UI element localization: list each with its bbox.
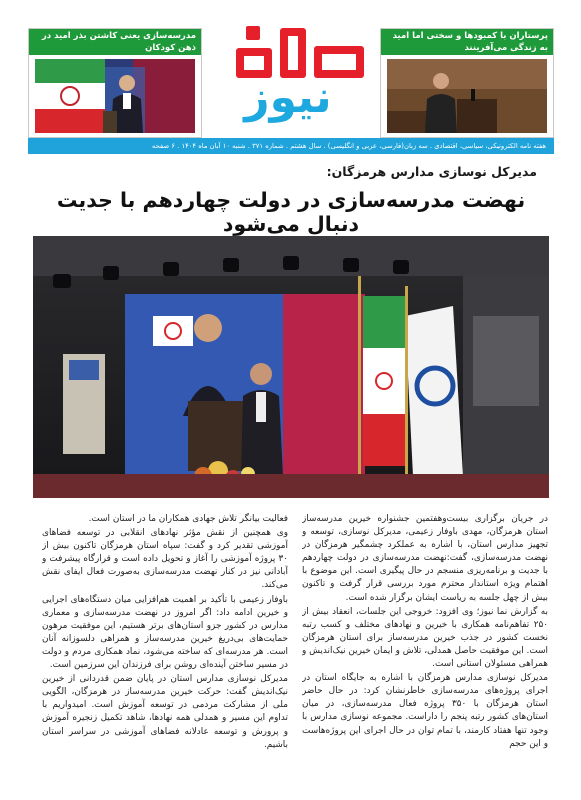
- promo-headline-left: مدرسه‌سازی یعنی کاشتن بذر امید در ذهن کودکان: [29, 29, 201, 55]
- article-kicker: مدیرکل نوسازی مدارس هرمزگان:: [326, 164, 537, 179]
- paragraph: مدیرکل نوسازی مدارس استان در پایان ضمن قدردانی از خیرین نیک‌اندیش گفت: حرکت خیرین مدرسه‌ساز در هرمزگان، الگویی ملی از مشارکت مردمی در توسعه آموزش است. امیدواریم با تداوم این مسیر و همدلی همه نهادها، شاهد تکمیل زنجیره آموزش و پرورش و توسعه عادلانه فضاهای آموزشی در سراسر استان باشیم.: [42, 674, 288, 750]
- paragraph: فعالیت بیانگر تلاش جهادی همکاران ما در استان است.: [88, 514, 288, 524]
- article-headline[interactable]: نهضت مدرسه‌سازی در دولت چهاردهم با جدیت دنبال می‌شود: [56, 188, 526, 236]
- article-photo: [33, 236, 549, 498]
- promo-box-left[interactable]: [28, 28, 202, 138]
- promo-box-right[interactable]: [380, 28, 554, 138]
- paragraph: به گزارش نما نیوز؛ وی افزود: خروجی این جلسات، انعقاد بیش از ۲۵۰ تفاهم‌نامه همکاری با خیرین و نهادهای مختلف و کسب رتبه نخست کشور در جذب خیرین مدرسه‌ساز برای استان هرمزگان است. این موفقیت حاصل همدلی، تلاش و ایمان خیرین نیک‌اندیش و همراهی مسئولان استانی است.: [302, 606, 548, 670]
- logo-text: نیوز: [244, 72, 332, 123]
- brand-logo[interactable]: [198, 22, 378, 122]
- paragraph: مدیرکل نوسازی مدارس هرمزگان با اشاره به جایگاه استان در اجرای پروژه‌های مدرسه‌سازی خاطرنشان کرد: در حال حاضر استان هرمزگان با ۳۵۰ پروژه فعال مدرسه‌سازی، در میان استان‌های کشور رتبه پنجم را داراست. مجموعه نوسازی مدارس با وجود تنها هفتاد کارمند، با تمام توان در حال اجرای این پروژه‌هاست و این حجم: [302, 673, 548, 749]
- issue-info-bar: هفته نامه الکترونیکی، سیاسی، اقتصادی . سه زبان(فارسی، عربی و انگلیسی) . سال هشتم . شماره ۳۷۱ . شنبه ۱۰ آبان ماه ۱۴۰۴ . ۶ صفحه: [28, 138, 554, 154]
- masthead: [28, 22, 554, 134]
- article-column-left: [42, 513, 288, 797]
- svg-text:نما: نما: [299, 66, 301, 67]
- promo-photo-right: [387, 59, 547, 133]
- promo-headline-right: پرستاران با کمبودها و سختی اما امید به زندگی می‌آفرینند: [381, 29, 553, 55]
- paragraph: در جریان برگزاری بیست‌وهفتمین جشنواره خیرین مدرسه‌ساز استان هرمزگان، مهدی باوفار زعیمی، مدیرکل نوسازی، توسعه و تجهیز مدارس استان، با اشاره به عملکرد چشمگیر هرمزگان در نهضت مدرسه‌سازی، گفت:نهضت مدرسه‌سازی در دولت چهاردهم با جدیت و برنامه‌ریزی منسجم در حال پیگیری است. این موضوع با اهتمام ویژه استاندار محترم مورد بررسی قرار گرفت و تاکنون بیش از چهل جلسه به ریاست ایشان برگزار شده است.: [302, 514, 548, 603]
- paragraph: وی همچنین از نقش مؤثر نهادهای انقلابی در توسعه فضاهای آموزشی تقدیر کرد و گفت: سپاه استان هرمزگان تاکنون بیش از ۳۰ پروژه آموزشی را آغاز و تحویل داده است و قرارگاه پیشرفت و آبادانی نیز در کنار نهضت مدرسه‌سازی به‌صورت فعال ایفای نقش می‌کند.: [42, 528, 288, 591]
- promo-photo-left: [35, 59, 195, 133]
- article-column-right: [302, 513, 548, 797]
- paragraph: باوفار زعیمی با تأکید بر اهمیت هم‌افزایی میان دستگاه‌های اجرایی و خیرین ادامه داد: اگر امروز در نهضت مدرسه‌سازی و معماری مدارس در کشور جزو استان‌های برتر هستیم، این موفقیت مرهون حمایت‌های بی‌دریغ خیرین مدرسه‌ساز و همراهی دلسوزانه آنان است. هر مدرسه‌ای که ساخته می‌شود، نماد همکاری مردم و دولت در مسیر ساختن آینده‌ای روشن برای فرزندان این سرزمین است.: [42, 594, 288, 671]
